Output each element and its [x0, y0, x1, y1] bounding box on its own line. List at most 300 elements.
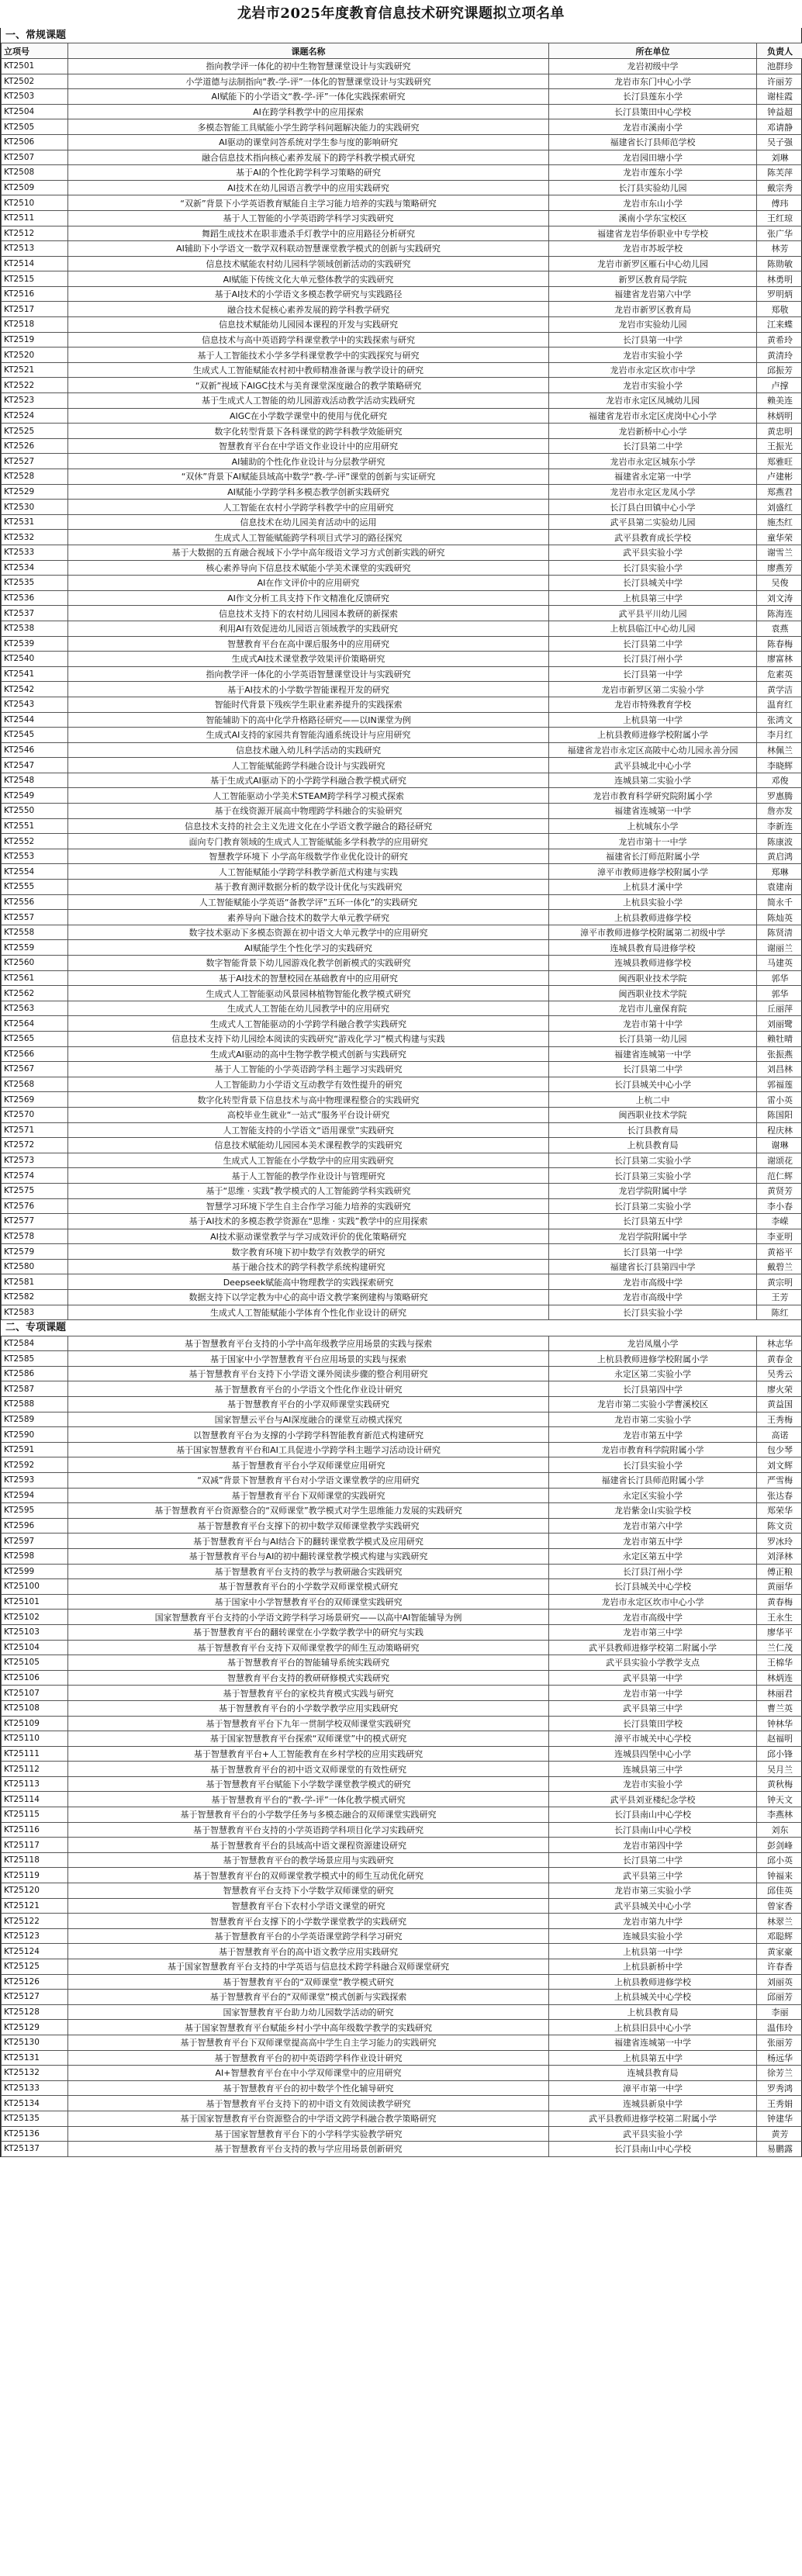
principal-investigator: 邱佳英 [757, 1883, 802, 1899]
principal-investigator: 陈康波 [757, 834, 802, 849]
table-row [2, 1412, 802, 1427]
institution: 上杭县教师进修学校 [549, 910, 757, 925]
project-name: 基于在线资源开展高中物理跨学科融合的实验研究 [68, 804, 549, 819]
project-name: 基于AI技术的多模态教学资源在“思维 · 实践”教学中的应用探索 [68, 1214, 549, 1229]
institution: 福建省长汀县师范附属小学 [549, 1473, 757, 1489]
principal-investigator: 徐芳兰 [757, 2066, 802, 2081]
principal-investigator: 钟福来 [757, 1868, 802, 1883]
project-name: 基于智慧教育平台的小学数学教学应用实践研究 [68, 1700, 549, 1716]
project-name: 基于智慧教育平台+人工智能教育在乡村学校的应用实践研究 [68, 1746, 549, 1762]
institution: 长汀县城关中心学校 [549, 1579, 757, 1595]
institution: 龙岩市实验幼儿园 [549, 317, 757, 333]
institution: 长汀县白田镇中心小学 [549, 500, 757, 515]
project-name: 高校毕业生就业“一站式”服务平台设计研究 [68, 1107, 549, 1122]
project-name: 基于智慧教育平台与AI结合下的翻转课堂教学模式及应用研究 [68, 1533, 549, 1549]
table-row [2, 1153, 802, 1168]
table-row [2, 712, 802, 728]
institution: 龙岩市教育科学研究院附属小学 [549, 788, 757, 804]
principal-investigator: 黄芳 [757, 2126, 802, 2142]
project-code: KT2519 [2, 332, 68, 348]
institution: 长汀县第二实验小学 [549, 1153, 757, 1168]
table-row [2, 1914, 802, 1929]
institution: 福建省长汀县师范学校 [549, 134, 757, 150]
project-code: KT25110 [2, 1731, 68, 1747]
table-row [2, 1564, 802, 1579]
project-name: 基于智慧教育平台的高中语文教学应用实践研究 [68, 1944, 549, 1959]
table-row [2, 545, 802, 560]
institution: 长汀县第二中学 [549, 636, 757, 652]
project-code: KT2549 [2, 788, 68, 804]
project-code: KT2551 [2, 818, 68, 834]
project-name: AI作文分析工具支持下作文精准化反馈研究 [68, 590, 549, 606]
principal-investigator: 陈勋敏 [757, 256, 802, 271]
project-name: 基于国家中小学智慧教育平台的双师课堂实践研究 [68, 1594, 549, 1610]
principal-investigator: 廖火荣 [757, 1381, 802, 1397]
project-name: 数字智能背景下幼儿园游戏化教学创新模式的实践研究 [68, 956, 549, 971]
project-code: KT2535 [2, 576, 68, 591]
table-row [2, 590, 802, 606]
institution: 上杭县教育局 [549, 1138, 757, 1153]
project-name: 融合技术促核心素养发展的跨学科教学研究 [68, 302, 549, 317]
project-code: KT2548 [2, 773, 68, 788]
project-name: 多模态智能工具赋能小学生跨学科问题解决能力的实践研究 [68, 119, 549, 135]
principal-investigator: 李嵘 [757, 1214, 802, 1229]
principal-investigator: 王红琼 [757, 210, 802, 226]
project-code: KT2502 [2, 74, 68, 89]
institution: 长汀县第一中学 [549, 1244, 757, 1260]
table-row [2, 1700, 802, 1716]
institution: 上杭县教师进修学校附属小学 [549, 1351, 757, 1367]
table-row [2, 302, 802, 317]
table-row [2, 1731, 802, 1747]
institution: 连城县第三中学 [549, 1762, 757, 1777]
principal-investigator: 池群珍 [757, 58, 802, 74]
principal-investigator: 刘丽英 [757, 1974, 802, 1990]
institution: 上杭县临江中心幼儿园 [549, 621, 757, 636]
table-row [2, 1107, 802, 1122]
institution: 连城县新泉中学 [549, 2096, 757, 2111]
project-code: KT25128 [2, 2004, 68, 2020]
project-code: KT2530 [2, 500, 68, 515]
institution: 武平县实验小学 [549, 545, 757, 560]
project-code: KT25102 [2, 1610, 68, 1625]
project-code: KT2573 [2, 1153, 68, 1168]
table-row [2, 1259, 802, 1274]
project-code: KT2527 [2, 454, 68, 469]
table-row [2, 910, 802, 925]
table-row [2, 1138, 802, 1153]
project-code: KT2568 [2, 1077, 68, 1092]
project-code: KT2557 [2, 910, 68, 925]
institution: 永定区第二实验小学 [549, 1366, 757, 1381]
project-name: 基于智慧教育平台下双师课堂的实践研究 [68, 1488, 549, 1503]
institution: 上杭县第五中学 [549, 2050, 757, 2066]
table-row [2, 1457, 802, 1473]
principal-investigator: 陈文贡 [757, 1518, 802, 1533]
project-name: 基于国家智慧教育平台和AI工具促进小学跨学科主题学习活动设计研究 [68, 1442, 549, 1457]
project-name: 信息技术在幼儿园美育活动中的运用 [68, 514, 549, 530]
project-name: 基于智慧教育平台的智能辅导系统实践研究 [68, 1655, 549, 1671]
institution: 长汀县实验小学 [549, 560, 757, 576]
project-name: 信息技术赋能幼儿园园本课程的开发与实践研究 [68, 317, 549, 333]
institution: 武平县第三中学 [549, 1868, 757, 1883]
principal-investigator: 陈国阳 [757, 1107, 802, 1122]
principal-investigator: 危素英 [757, 666, 802, 682]
principal-investigator: 罗冰玲 [757, 1533, 802, 1549]
project-name: 基于智慧教育平台的小学语文个性化作业设计研究 [68, 1381, 549, 1397]
principal-investigator: 李亚明 [757, 1229, 802, 1244]
principal-investigator: 江来蝶 [757, 317, 802, 333]
institution: 长汀县第三实验小学 [549, 1168, 757, 1184]
table-row [2, 682, 802, 697]
column-header: 负责人 [757, 43, 802, 59]
project-name: 人工智能赋能小学跨学科教学新范式构建与实践 [68, 864, 549, 880]
principal-investigator: 刘盛红 [757, 500, 802, 515]
principal-investigator: 陈春梅 [757, 636, 802, 652]
project-code: KT2521 [2, 362, 68, 378]
project-code: KT2542 [2, 682, 68, 697]
project-code: KT2547 [2, 758, 68, 773]
principal-investigator: 王永生 [757, 1610, 802, 1625]
table-row [2, 1594, 802, 1610]
principal-investigator: 严雪梅 [757, 1473, 802, 1489]
institution: 武平县城关中心小学 [549, 1898, 757, 1914]
project-name: 素养导向下融合技术的数学大单元教学研究 [68, 910, 549, 925]
principal-investigator: 王振光 [757, 438, 802, 454]
principal-investigator: 谢丽兰 [757, 940, 802, 956]
project-name: 智慧教育平台支持的教研研修模式实践研究 [68, 1670, 549, 1686]
table-row [2, 834, 802, 849]
project-name: 基于人工智能技术小学多学科课堂教学中的实践探究与研究 [68, 348, 549, 363]
table-row [2, 1016, 802, 1032]
institution: 长汀县实验小学 [549, 1457, 757, 1473]
project-name: AIGC在小学数学课堂中的使用与优化研究 [68, 408, 549, 424]
project-code: KT2587 [2, 1381, 68, 1397]
principal-investigator: 刘东 [757, 1822, 802, 1838]
table-row [2, 2096, 802, 2111]
project-code: KT2586 [2, 1366, 68, 1381]
project-code: KT2507 [2, 150, 68, 165]
project-name: 融合信息技术指向核心素养发展下的跨学科教学模式研究 [68, 150, 549, 165]
institution: 福建省连城第一中学 [549, 804, 757, 819]
table-row [2, 1031, 802, 1046]
project-code: KT2525 [2, 424, 68, 439]
project-code: KT25117 [2, 1838, 68, 1853]
institution: 龙岩初级中学 [549, 58, 757, 74]
table-row [2, 1883, 802, 1899]
project-name: 人工智能驱动小学美术STEAM跨学科学习模式探索 [68, 788, 549, 804]
project-code: KT2567 [2, 1062, 68, 1077]
institution: 长汀县城关中学 [549, 576, 757, 591]
project-name: AI技术在幼儿园语言教学中的应用实践研究 [68, 180, 549, 195]
project-name: 生成式人工智能在小学数学中的应用实践研究 [68, 1153, 549, 1168]
institution: 龙岩市第六中学 [549, 1518, 757, 1533]
institution: 龙岩市苏坂学校 [549, 241, 757, 257]
principal-investigator: 林翠兰 [757, 1914, 802, 1929]
project-name: 基于国家中小学智慧教育平台应用场景的实践与探索 [68, 1351, 549, 1367]
table-row [2, 195, 802, 211]
table-row [2, 1655, 802, 1671]
project-name: 基于智慧教育平台下双师课堂提高高中学生自主学习能力的实践研究 [68, 2035, 549, 2050]
project-name: 基于国家智慧教育平台赋能乡村小学中高年级数学教学的实践研究 [68, 2020, 549, 2035]
project-name: 基于智慧教育平台支持的教学与教研融合实践研究 [68, 1564, 549, 1579]
project-code: KT2598 [2, 1548, 68, 1564]
project-code: KT25114 [2, 1792, 68, 1807]
project-code: KT2503 [2, 89, 68, 105]
principal-investigator: 黄忠明 [757, 424, 802, 439]
table-row [2, 788, 802, 804]
institution: 连城县第二实验小学 [549, 773, 757, 788]
table-row [2, 332, 802, 348]
table-row [2, 1776, 802, 1792]
project-code: KT25113 [2, 1776, 68, 1792]
table-row [2, 1062, 802, 1077]
project-name: 基于智慧教育平台的小学数学双师课堂模式研究 [68, 1579, 549, 1595]
institution: 武平县城北中心小学 [549, 758, 757, 773]
project-name: 智慧教育平台在中学语文作业设计中的应用研究 [68, 438, 549, 454]
project-code: KT2588 [2, 1397, 68, 1412]
table-row [2, 849, 802, 864]
project-code: KT25111 [2, 1746, 68, 1762]
institution: 连城县四堡中心小学 [549, 1746, 757, 1762]
table-row [2, 560, 802, 576]
table-row [2, 2111, 802, 2126]
institution: 长汀县策田学校 [549, 1716, 757, 1731]
project-code: KT2526 [2, 438, 68, 454]
principal-investigator: 简永千 [757, 894, 802, 910]
institution: 龙岩学院附属中学 [549, 1229, 757, 1244]
table-row [2, 1852, 802, 1868]
project-name: 智慧学习环境下学生自主合作学习能力培养的实践研究 [68, 1198, 549, 1214]
table-row [2, 119, 802, 135]
principal-investigator: 谢颂花 [757, 1153, 802, 1168]
table-row [2, 1046, 802, 1062]
project-code: KT25136 [2, 2126, 68, 2142]
project-code: KT2577 [2, 1214, 68, 1229]
institution: 漳平市教师进修学校附属小学 [549, 864, 757, 880]
table-row [2, 1640, 802, 1655]
project-name: 基于智慧教育平台的初中英语跨学科作业设计研究 [68, 2050, 549, 2066]
table-row [2, 925, 802, 940]
project-name: 生成式AI技术课堂教学效果评价策略研究 [68, 652, 549, 667]
project-name: 基于融合技术的跨学科教学系统构建研究 [68, 1259, 549, 1274]
project-name: 基于智慧教育平台的小学英语课堂跨学科学习研究 [68, 1928, 549, 1944]
principal-investigator: 许春香 [757, 1959, 802, 1975]
institution: 龙岩市实验小学 [549, 348, 757, 363]
project-name: 数字化转型背景下各科课堂的跨学科教学效能研究 [68, 424, 549, 439]
table-row [2, 514, 802, 530]
project-name: 智慧教育平台在高中课后服务中的应用研究 [68, 636, 549, 652]
institution: 漳平市第一中学 [549, 2080, 757, 2096]
project-code: KT2510 [2, 195, 68, 211]
table-row [2, 104, 802, 119]
principal-investigator: 邱小锋 [757, 1746, 802, 1762]
principal-investigator: 罗惠腾 [757, 788, 802, 804]
project-code: KT25108 [2, 1700, 68, 1716]
institution: 长汀县第二实验小学 [549, 1198, 757, 1214]
table-row [2, 1183, 802, 1198]
institution: 龙岩市东门中心小学 [549, 74, 757, 89]
project-code: KT2524 [2, 408, 68, 424]
principal-investigator: 雷小英 [757, 1092, 802, 1108]
table-header-row [2, 43, 802, 59]
project-code: KT2545 [2, 728, 68, 743]
project-name: 基于智慧教育平台资源整合的“双师课堂”教学模式对学生思维能力发展的实践研究 [68, 1503, 549, 1519]
institution: 龙岩市第五中学 [549, 1533, 757, 1549]
principal-investigator: 郑荣华 [757, 1503, 802, 1519]
institution: 龙岩市实验小学 [549, 378, 757, 393]
principal-investigator: 林佩兰 [757, 742, 802, 758]
table-row [2, 89, 802, 105]
project-name: 国家智慧云平台与AI深度融合的课堂互动模式探究 [68, 1412, 549, 1427]
institution: 龙岩学院附属中学 [549, 1183, 757, 1198]
project-code: KT2552 [2, 834, 68, 849]
project-name: 基于AI技术的智慧校园在基础教育中的应用研究 [68, 970, 549, 986]
institution: 上杭县旧县中心小学 [549, 2020, 757, 2035]
project-name: 信息技术支持下的农村幼儿园园本教研的新探索 [68, 606, 549, 621]
project-code: KT2546 [2, 742, 68, 758]
project-code: KT2575 [2, 1183, 68, 1198]
principal-investigator: 张鸿文 [757, 712, 802, 728]
project-code: KT2501 [2, 58, 68, 74]
institution: 上杭县城关中心学校 [549, 1990, 757, 2005]
principal-investigator: 赖牡晴 [757, 1031, 802, 1046]
project-code: KT2508 [2, 165, 68, 181]
principal-investigator: 邱小英 [757, 1852, 802, 1868]
principal-investigator: 施杰红 [757, 514, 802, 530]
principal-investigator: 彭剑峰 [757, 1838, 802, 1853]
table-row [2, 1518, 802, 1533]
institution: 福建省永定第一中学 [549, 469, 757, 485]
table-row [2, 1351, 802, 1367]
project-name: AI赋能小学跨学科多模态教学创新实践研究 [68, 484, 549, 500]
project-name: 基于国家智慧教育平台资源整合的中学语文跨学科融合教学策略研究 [68, 2111, 549, 2126]
project-name: 智慧教育平台支持下小学数学双师课堂的研究 [68, 1883, 549, 1899]
institution: 武平县教师进修学校第二附属小学 [549, 2111, 757, 2126]
project-code: KT2517 [2, 302, 68, 317]
institution: 上杭县教师进修学校 [549, 1974, 757, 1990]
principal-investigator: 郑雅旺 [757, 454, 802, 469]
table-row [2, 348, 802, 363]
institution: 连城县实验小学 [549, 1928, 757, 1944]
principal-investigator: 马建英 [757, 956, 802, 971]
project-name: 数据支持下以学定教为中心的高中语文教学案例建构与策略研究 [68, 1290, 549, 1305]
project-code: KT2562 [2, 986, 68, 1001]
project-code: KT2599 [2, 1564, 68, 1579]
institution: 长汀县城关中心小学 [549, 1077, 757, 1092]
principal-investigator: 林芳 [757, 241, 802, 257]
institution: 龙岩市第二实验小学 [549, 1412, 757, 1427]
project-name: 智能辅助下的高中化学升格路径研究——以IN课堂为例 [68, 712, 549, 728]
project-name: Deepseek赋能高中物理教学的实践探索研究 [68, 1274, 549, 1290]
table-row [2, 880, 802, 895]
project-name: 基于人工智能的小学英语跨学科主题学习实践研究 [68, 1062, 549, 1077]
principal-investigator: 郭华 [757, 970, 802, 986]
project-name: 基于智慧教育平台的小学双师课堂实践研究 [68, 1397, 549, 1412]
project-code: KT25125 [2, 1959, 68, 1975]
project-code: KT25101 [2, 1594, 68, 1610]
institution: 长汀县南山中心学校 [549, 2142, 757, 2157]
table-row [2, 773, 802, 788]
table-row [2, 1670, 802, 1686]
principal-investigator: 黄丽华 [757, 1579, 802, 1595]
project-name: 基于生成式AI驱动下的小学跨学科融合教学模式研究 [68, 773, 549, 788]
project-name: 基于人工智能的教学作业设计与管理研究 [68, 1168, 549, 1184]
project-name: 人工智能助力小学语文互动教学有效性提升的研究 [68, 1077, 549, 1092]
column-header: 所在单位 [549, 43, 757, 59]
table-row [2, 424, 802, 439]
project-name: 信息技术与高中英语跨学科课堂教学中的实践探索与研究 [68, 332, 549, 348]
institution: 闽西职业技术学院 [549, 986, 757, 1001]
principal-investigator: 李新连 [757, 818, 802, 834]
project-code: KT2570 [2, 1107, 68, 1122]
project-name: 基于智慧教育平台与AI的初中翻转课堂教学模式构建与实践研究 [68, 1548, 549, 1564]
table-row [2, 1442, 802, 1457]
principal-investigator: 兰仁茂 [757, 1640, 802, 1655]
table-row [2, 1944, 802, 1959]
project-name: 基于智慧教育平台小学双师课堂应用研究 [68, 1457, 549, 1473]
project-name: 基于大数据的五育融合视域下小学中高年级语文学习方式创新实践的研究 [68, 545, 549, 560]
project-code: KT2559 [2, 940, 68, 956]
table-row [2, 864, 802, 880]
table-row [2, 362, 802, 378]
principal-investigator: 邓俊 [757, 773, 802, 788]
institution: 龙岩新桥中心小学 [549, 424, 757, 439]
principal-investigator: 谢雪兰 [757, 545, 802, 560]
institution: 连城县教育局 [549, 2066, 757, 2081]
project-name: 基于智慧教育平台下九年一贯制学校双师课堂实践研究 [68, 1716, 549, 1731]
institution: 龙岩市第十中学 [549, 1016, 757, 1032]
institution: 福建省龙岩市永定区高陂中心幼儿园永善分园 [549, 742, 757, 758]
project-name: AI驱动的课堂问答系统对学生参与度的影响研究 [68, 134, 549, 150]
institution: 龙岩市高级中学 [549, 1290, 757, 1305]
project-code: KT25115 [2, 1807, 68, 1823]
table-row [2, 180, 802, 195]
table-row [2, 956, 802, 971]
table-row [2, 2080, 802, 2096]
institution: 漳平市教师进修学校附属第二初级中学 [549, 925, 757, 940]
institution: 武平县实验小学教学支点 [549, 1655, 757, 1671]
table-row [2, 1427, 802, 1443]
project-code: KT2560 [2, 956, 68, 971]
project-name: 人工智能在农村小学跨学科教学中的应用研究 [68, 500, 549, 515]
principal-investigator: 黄家豪 [757, 1944, 802, 1959]
table-row [2, 1366, 802, 1381]
table-row [2, 469, 802, 485]
principal-investigator: 钟天文 [757, 1792, 802, 1807]
institution: 上杭县教师进修学校附属小学 [549, 728, 757, 743]
project-code: KT2516 [2, 286, 68, 302]
principal-investigator: 张振燕 [757, 1046, 802, 1062]
project-code: KT25133 [2, 2080, 68, 2096]
project-name: 信息技术融入幼儿科学活动的实践研究 [68, 742, 549, 758]
project-code: KT25135 [2, 2111, 68, 2126]
project-name: 生成式AI支持的家园共育智能沟通系统设计与应用研究 [68, 728, 549, 743]
project-code: KT2536 [2, 590, 68, 606]
table-row [2, 1898, 802, 1914]
project-code: KT2523 [2, 393, 68, 409]
principal-investigator: 廖燕芳 [757, 560, 802, 576]
project-name: “双休”背景下AI赋能县域高中数学“教-学-评”课堂的创新与实证研究 [68, 469, 549, 485]
project-code: KT2544 [2, 712, 68, 728]
project-code: KT2565 [2, 1031, 68, 1046]
project-name: “双新”视域下AIGC技术与美育课堂深度融合的教学策略研究 [68, 378, 549, 393]
project-code: KT2585 [2, 1351, 68, 1367]
principal-investigator: 黄秋梅 [757, 1776, 802, 1792]
table-row [2, 1990, 802, 2005]
project-name: 基于AI技术的小学数学智能课程开发的研究 [68, 682, 549, 697]
table-row [2, 636, 802, 652]
